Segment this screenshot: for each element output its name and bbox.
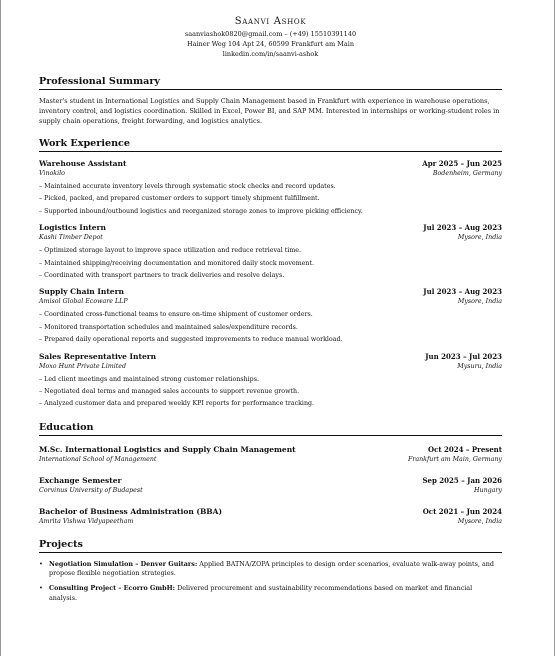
project-text: Applied BATNA/ZOPA principles to design order scenarios, evaluate walk-away points, and propose flexible negotiation strategies. — [49, 559, 494, 578]
projects-section — [39, 539, 502, 603]
job-bullets — [39, 309, 502, 346]
job-entry — [39, 159, 502, 218]
email-phone[interactable]: saanviashok0820@gmail.com – (+49) 15510391140 — [184, 30, 357, 38]
education-dates: Oct 2024 – Present — [427, 444, 502, 454]
job-bullets — [39, 245, 502, 282]
job-role: Warehouse Assistant — [39, 159, 127, 168]
address: Hainer Weg 104 Apt 24, 60599 Frankfurt am Main — [186, 40, 355, 48]
summary-section — [39, 76, 502, 126]
education-location: Frankfurt am Main, Germany — [407, 455, 502, 463]
job-company: Amisol Global Ecoware LLP — [39, 298, 128, 306]
job-dates: Jul 2023 – Aug 2023 — [423, 223, 502, 233]
list-item: – Supported inbound/outbound logistics and reorganized storage zones to improve picking efficiency. — [39, 207, 363, 215]
job-company: Moxo Hunt Private Limited — [39, 362, 127, 370]
job-bullets — [39, 374, 502, 411]
section-title-summary: Professional Summary — [39, 76, 160, 87]
list-item — [39, 584, 502, 603]
job-dates: Apr 2025 – Jun 2025 — [422, 159, 502, 168]
education-entry — [39, 445, 502, 464]
resume-header — [39, 16, 502, 59]
list-item: – Monitored transportation schedules and maintained sales/expenditure records. — [39, 323, 298, 331]
education-entry — [39, 507, 502, 526]
degree: Bachelor of Business Administration (BBA) — [39, 506, 223, 516]
education-location: Mysore, India — [457, 517, 502, 525]
section-title-education: Education — [39, 421, 94, 433]
section-title-projects: Projects — [39, 538, 83, 550]
project-text: Delivered procurement and sustainability recommendations based on market and financial analysis. — [49, 584, 473, 602]
job-entry — [39, 352, 502, 411]
section-title-experience: Work Experience — [39, 138, 130, 149]
job-dates: Jul 2023 – Aug 2023 — [423, 287, 502, 297]
page-border-left — [0, 0, 1, 656]
job-entry — [39, 287, 502, 346]
degree: Exchange Semester — [39, 475, 122, 485]
job-company: Kashi Timber Depot — [39, 234, 103, 242]
list-item: – Coordinated cross-functional teams to ensure on-time shipment of customer orders. — [39, 311, 313, 319]
section-rule — [39, 151, 502, 152]
education-entry — [39, 476, 502, 495]
project-list — [39, 560, 502, 603]
list-item: – Analyzed customer data and prepared weekly KPI reports for performance tracking. — [39, 400, 315, 408]
contact-block — [39, 29, 502, 59]
section-rule — [39, 89, 502, 90]
candidate-name: Saanvi Ashok — [234, 16, 307, 27]
job-company: Vinokilo — [39, 170, 65, 177]
job-location: Bodenheim, Germany — [432, 170, 502, 177]
job-role: Supply Chain Intern — [39, 287, 124, 297]
project-name: Consulting Project – Ecorro GmbH: — [49, 584, 176, 593]
job-dates: Jun 2023 – Jul 2023 — [425, 351, 502, 361]
resume-page — [39, 0, 502, 603]
summary-text: Master's student in International Logistics and Supply Chain Management based in Frankfurt with experience in warehouse operations, inventory control, and logistics coordination. Skilled in Excel, Power BI, and SAP MM. Interested in internships or working-student roles in supply chain operations, freight forwarding, and logistics analytics. — [39, 97, 500, 125]
section-rule — [39, 552, 502, 553]
education-dates: Sep 2025 – Jan 2026 — [422, 475, 502, 485]
list-item: – Negotiated deal terms and managed sales accounts to support revenue growth. — [39, 388, 300, 396]
job-location: Mysuru, India — [457, 362, 502, 370]
list-item: – Maintained shipping/receiving documentation and monitored daily stock movement. — [39, 259, 314, 267]
list-item: – Coordinated with transport partners to track deliveries and resolve delays. — [39, 272, 285, 280]
linkedin-link[interactable]: linkedin.com/in/saanvi-ashok — [222, 50, 319, 58]
education-location: Hungary — [474, 486, 502, 494]
list-item — [39, 560, 502, 579]
job-role: Logistics Intern — [39, 223, 106, 233]
job-location: Mysore, India — [457, 298, 502, 306]
job-bullets — [39, 181, 502, 218]
school: International School of Management — [39, 455, 157, 463]
list-item: – Optimized storage layout to improve space utilization and reduce retrieval time. — [39, 247, 302, 255]
list-item: – Led client meetings and maintained strong customer relationships. — [39, 375, 259, 383]
list-item: – Prepared daily operational reports and suggested improvements to reduce manual workload. — [39, 336, 343, 344]
list-item: – Picked, packed, and prepared customer orders to support timely shipment fulfillment. — [39, 195, 320, 203]
bullet-icon: • — [39, 559, 43, 568]
school: Amrita Vishwa Vidyapeetham — [39, 517, 134, 525]
education-dates: Oct 2021 – Jun 2024 — [422, 506, 502, 516]
job-location: Mysore, India — [457, 234, 502, 242]
job-entry — [39, 223, 502, 282]
degree: M.Sc. International Logistics and Supply Chain Management — [39, 444, 296, 454]
experience-section — [39, 138, 502, 411]
bullet-icon: • — [39, 584, 43, 593]
project-name: Negotiation Simulation – Denver Guitars: — [49, 559, 198, 568]
school: Corvinus University of Budapest — [39, 486, 143, 494]
list-item: – Maintained accurate inventory levels through systematic stock checks and record updates. — [39, 183, 336, 190]
education-section — [39, 422, 502, 526]
job-role: Sales Representative Intern — [39, 351, 157, 361]
section-rule — [39, 435, 502, 436]
